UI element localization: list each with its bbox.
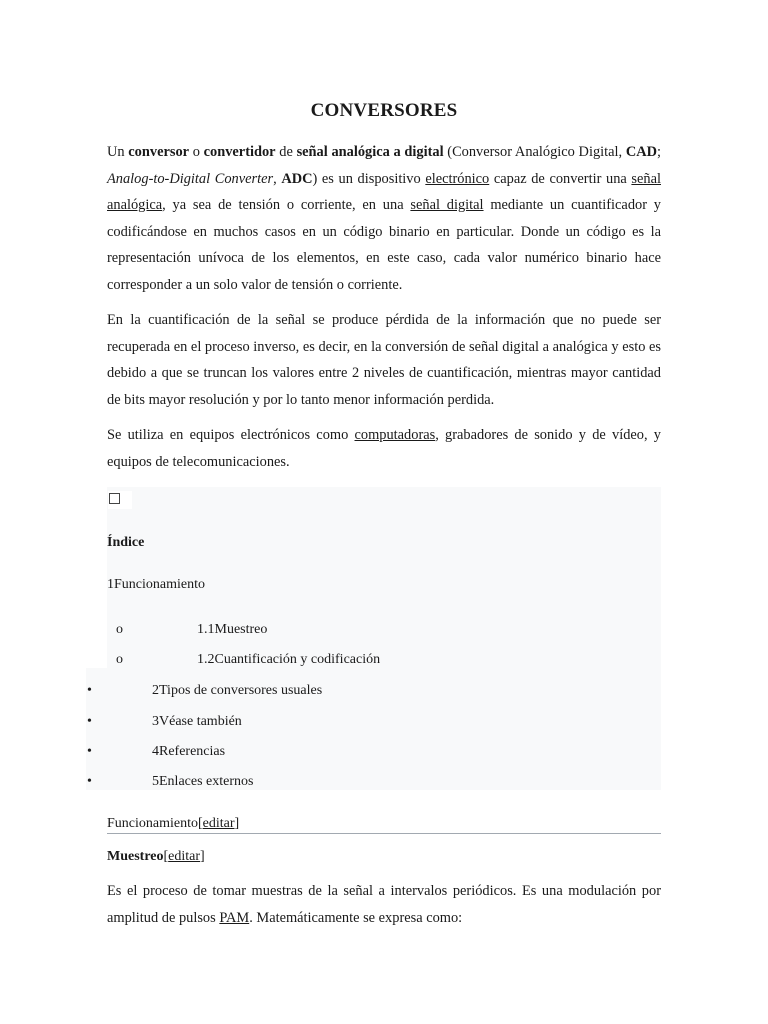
link-senal-analogica[interactable]: señal analógica	[107, 170, 661, 214]
intro-paragraph-block	[107, 139, 661, 299]
text-run: (Conversor Analógico Digital,	[443, 144, 626, 160]
bracket: ]	[234, 816, 240, 831]
toc-item-funcionamiento[interactable]: 1Funcionamiento	[107, 577, 205, 592]
checkbox-icon	[109, 493, 120, 504]
toc-bullet-icon: •	[87, 714, 92, 729]
text-run: ;	[657, 144, 662, 160]
muestreo-paragraph	[107, 878, 661, 931]
toc-toggle-checkbox[interactable]	[108, 491, 132, 509]
text-run: o	[189, 144, 204, 160]
toc-item-enlaces[interactable]: 5Enlaces externos	[152, 774, 254, 789]
toc-title: Índice	[107, 535, 145, 550]
intro-paragraph	[107, 139, 661, 299]
text-run: ) es un dispositivo	[312, 170, 426, 187]
toc-item-cuantificacion[interactable]: 1.2Cuantificación y codificación	[197, 652, 381, 667]
term-senal-analogica-digital: señal analógica a digital	[296, 144, 444, 160]
edit-link[interactable]: editar	[202, 816, 235, 831]
section-heading-funcionamiento	[107, 816, 239, 832]
toc-bullet-icon: •	[87, 744, 92, 759]
term-english-name: Analog-to-Digital Converter	[107, 170, 274, 187]
edit-link[interactable]: editar	[168, 849, 201, 864]
term-convertidor: convertidor	[203, 144, 276, 160]
toc-sub-marker-icon: o	[116, 622, 123, 637]
text-run: capaz de convertir una	[489, 170, 632, 187]
quantization-paragraph-block	[107, 307, 661, 413]
link-computadoras[interactable]: computadoras	[354, 427, 436, 443]
section-heading-muestreo	[107, 849, 205, 865]
heading-text: Muestreo	[107, 849, 164, 864]
text-run: , grabadores de sonido y de vídeo, y equipos de telecomunicaciones.	[107, 427, 661, 470]
section-divider	[107, 833, 661, 834]
toc-item-referencias[interactable]: 4Referencias	[152, 744, 226, 759]
term-adc: ADC	[281, 170, 313, 187]
link-pam[interactable]: PAM	[219, 909, 250, 926]
text-run: mediante un cuantificador y codificándose en muchos casos en un código binario en particular. Donde un código es la representación unívoca de los elementos, en este caso, cada valor numérico binario hace corresponder a un solo valor de tensión o corriente.	[107, 197, 662, 293]
toc-bullet-icon: •	[87, 683, 92, 698]
usage-paragraph-block	[107, 422, 661, 475]
link-senal-digital[interactable]: señal digital	[410, 197, 484, 214]
usage-paragraph	[107, 422, 661, 475]
term-conversor: conversor	[128, 144, 190, 160]
bracket: ]	[200, 849, 205, 864]
term-cad: CAD	[625, 144, 658, 160]
bracket: [	[163, 849, 169, 864]
toc-item-muestreo[interactable]: 1.1Muestreo	[197, 622, 268, 637]
text-run: de	[275, 144, 297, 160]
toc-item-tipos[interactable]: 2Tipos de conversores usuales	[152, 683, 323, 698]
muestreo-paragraph-block	[107, 878, 661, 931]
text-run: . Matemáticamente se expresa como:	[249, 909, 463, 926]
text-run: Se utiliza en equipos electrónicos como	[107, 427, 355, 443]
quantization-paragraph: En la cuantificación de la señal se produce pérdida de la información que no puede ser recuperada en el proceso inverso, es decir, en la conversión de señal digital a analógica y esto es debido a que se truncan los valores entre 2 niveles de cuantificación, mientras mayor cantidad de bits mayor resolución y por lo tanto menor información perdida.	[107, 312, 661, 408]
toc-bullet-icon: •	[87, 774, 92, 789]
text-run: Es el proceso de tomar muestras de la señal a intervalos periódicos. Es una modulación por amplitud de pulsos	[107, 883, 661, 926]
text-run: ,	[273, 170, 282, 187]
heading-text: Funcionamiento	[107, 816, 198, 831]
toc-sub-marker-icon: o	[116, 652, 123, 667]
text-run: , ya sea de tensión o corriente, en una	[162, 197, 411, 214]
page-title: CONVERSORES	[310, 100, 458, 121]
link-electronico[interactable]: electrónico	[425, 170, 490, 187]
toc-item-vease[interactable]: 3Véase también	[152, 714, 242, 729]
text-run: Un	[107, 144, 129, 160]
bracket: [	[198, 816, 203, 831]
